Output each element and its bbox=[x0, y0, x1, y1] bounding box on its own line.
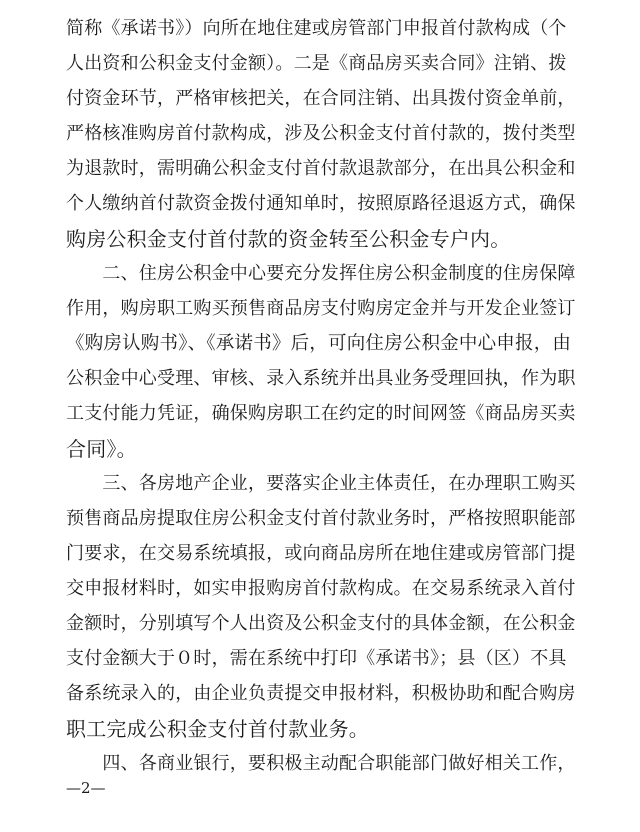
text-line: 为退款时，需明确公积金支付首付款退款部分，在出具公积金和 bbox=[66, 158, 576, 179]
text-line: 金额时，分别填写个人出资及公积金支付的具体金额，在公积金 bbox=[66, 613, 576, 634]
text-line: 四、各商业银行，要积极主动配合职能部门做好相关工作， bbox=[66, 753, 576, 774]
text-line: 交申报材料时，如实申报购房首付款构成。在交易系统录入首付 bbox=[66, 578, 576, 599]
text-line: 支付金额大于０时，需在系统中打印《承诺书》；县（区）不具 bbox=[66, 648, 567, 669]
text-line: 《购房认购书》、《承诺书》后，可向住房公积金中心申报，由 bbox=[66, 333, 572, 354]
page-number: —2— bbox=[66, 779, 106, 797]
text-line: 二、住房公积金中心要充分发挥住房公积金制度的住房保障 bbox=[66, 263, 576, 284]
text-line: 职工完成公积金支付首付款业务。 bbox=[66, 717, 369, 741]
text-line: 工支付能力凭证，确保购房职工在约定的时间网签《商品房买卖 bbox=[66, 403, 576, 424]
text-line: 作用，购房职工购买预售商品房支付购房定金并与开发企业签订 bbox=[66, 298, 576, 319]
text-line: 公积金中心受理、审核、录入系统并出具业务受理回执，作为职 bbox=[66, 368, 576, 389]
text-line: 预售商品房提取住房公积金支付首付款业务时，严格按照职能部 bbox=[66, 508, 576, 529]
text-line: 购房公积金支付首付款的资金转至公积金专户内。 bbox=[66, 227, 511, 251]
text-line: 个人缴纳首付款资金拨付通知单时，按照原路径退返方式，确保 bbox=[66, 193, 576, 214]
text-line: 严格核准购房首付款构成，涉及公积金支付首付款的，拨付类型 bbox=[66, 123, 576, 144]
text-line: 三、各房地产企业，要落实企业主体责任，在办理职工购买 bbox=[66, 473, 576, 494]
text-line: 备系统录入的，由企业负责提交申报材料，积极协助和配合购房 bbox=[66, 683, 576, 704]
text-line: 合同》。 bbox=[66, 437, 137, 461]
text-line: 付资金环节，严格审核把关，在合同注销、出具拨付资金单前， bbox=[66, 88, 576, 109]
text-line: 简称《承诺书》）向所在地住建或房管部门申报首付款构成（个 bbox=[66, 18, 567, 39]
text-line: 人出资和公积金支付金额）。二是《商品房买卖合同》注销、拨 bbox=[66, 53, 567, 74]
text-line: 门要求，在交易系统填报，或向商品房所在地住建或房管部门提 bbox=[66, 543, 576, 564]
